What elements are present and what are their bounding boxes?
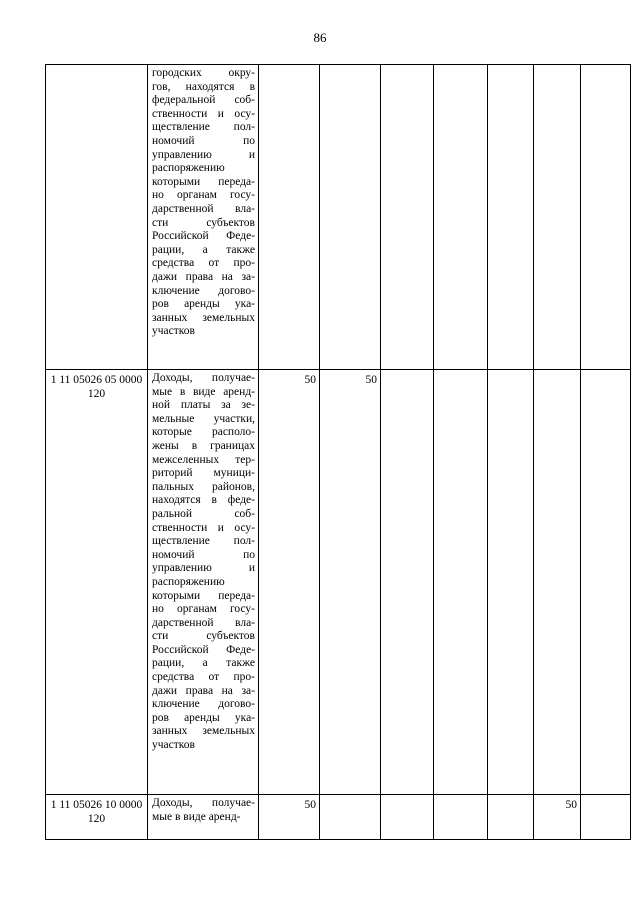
description-line: сти субъектов [152,216,255,229]
table-body [46,65,631,840]
amount-cell [488,370,534,795]
description-line: Доходы, получае- [152,797,255,809]
description-line: дарственной вла- [152,202,255,215]
amount-cell [581,65,631,370]
description-line: пальных районов, [152,480,255,493]
description-line: Российской Феде- [152,230,255,243]
amount-cell [488,795,534,840]
amount-cell [381,795,434,840]
description-line: управлению и [152,148,255,161]
description-line: ственности и осу- [152,107,255,120]
description-line: дажи права на за- [152,270,255,283]
amount-cell [381,65,434,370]
description-line: ществление пол- [152,121,255,134]
description-line: находятся в феде- [152,494,255,507]
amount-cell [434,795,488,840]
table-row [46,65,631,370]
amount-cell [434,370,488,795]
table-row [46,370,631,795]
description-line: но органам госу- [152,603,255,616]
description-line: мые в виде аренд- [152,810,241,823]
description-line: которыми переда- [152,175,255,188]
description-line: номочий по [152,548,255,561]
description-line: рации, а также [152,657,255,670]
description-line: номочий по [152,134,255,147]
description-line: Российской Феде- [152,643,255,656]
description-line: средства от про- [152,671,255,684]
amount-cell [581,370,631,795]
amount-cell: 50 [320,370,381,795]
description-line: дажи права на за- [152,684,255,697]
description-line: ственности и осу- [152,521,255,534]
description-line: сти субъектов [152,630,255,643]
description-line: ществление пол- [152,535,255,548]
description-line: занных земельных [152,725,255,738]
description-line: распоряжению [152,575,225,588]
description-cell [148,795,259,840]
amount-cell [320,65,381,370]
description-line: риторий муници- [152,467,255,480]
budget-code-cell: 1 11 05026 05 0000 120 [46,370,148,795]
description-line: Доходы, получае- [152,372,255,384]
description-line: ключение догово- [152,284,255,297]
description-line: средства от про- [152,257,255,270]
description-line: ключение догово- [152,698,255,711]
description-line: мельные участки, [152,412,255,425]
amount-cell [381,370,434,795]
amount-cell [259,65,320,370]
amount-cell [534,370,581,795]
description-line: рации, а также [152,243,255,256]
description-line: распоряжению [152,162,225,175]
amount-cell [320,795,381,840]
description-line: занных земельных [152,311,255,324]
description-line: управлению и [152,562,255,575]
description-line: гов, находятся в [152,80,255,93]
description-cell [148,65,259,370]
description-line: ральной соб- [152,507,255,520]
amount-cell: 50 [259,795,320,840]
amount-cell [581,795,631,840]
description-line: мые в виде аренд- [152,385,255,398]
description-cell [148,370,259,795]
description-line: но органам госу- [152,189,255,202]
budget-code-cell: 1 11 05026 10 0000 120 [46,795,148,840]
description-line: участков [152,325,195,338]
amount-cell [434,65,488,370]
description-line: дарственной вла- [152,616,255,629]
description-line: участков [152,739,195,752]
description-line: федеральной соб- [152,94,255,107]
amount-cell [534,65,581,370]
description-line: которые располо- [152,426,255,439]
amount-cell [488,65,534,370]
description-line: жены в границах [152,439,255,452]
amount-cell: 50 [259,370,320,795]
description-line: ров аренды ука- [152,711,255,724]
table-row [46,795,631,840]
description-line: ров аренды ука- [152,298,255,311]
revenue-table [45,64,631,840]
page-number: 86 [313,30,327,45]
budget-code-cell [46,65,148,370]
amount-cell: 50 [534,795,581,840]
description-line: которыми переда- [152,589,255,602]
description-line: межселенных тер- [152,453,255,466]
description-line: ной платы за зе- [152,399,255,412]
description-line: городских окру- [152,67,255,79]
